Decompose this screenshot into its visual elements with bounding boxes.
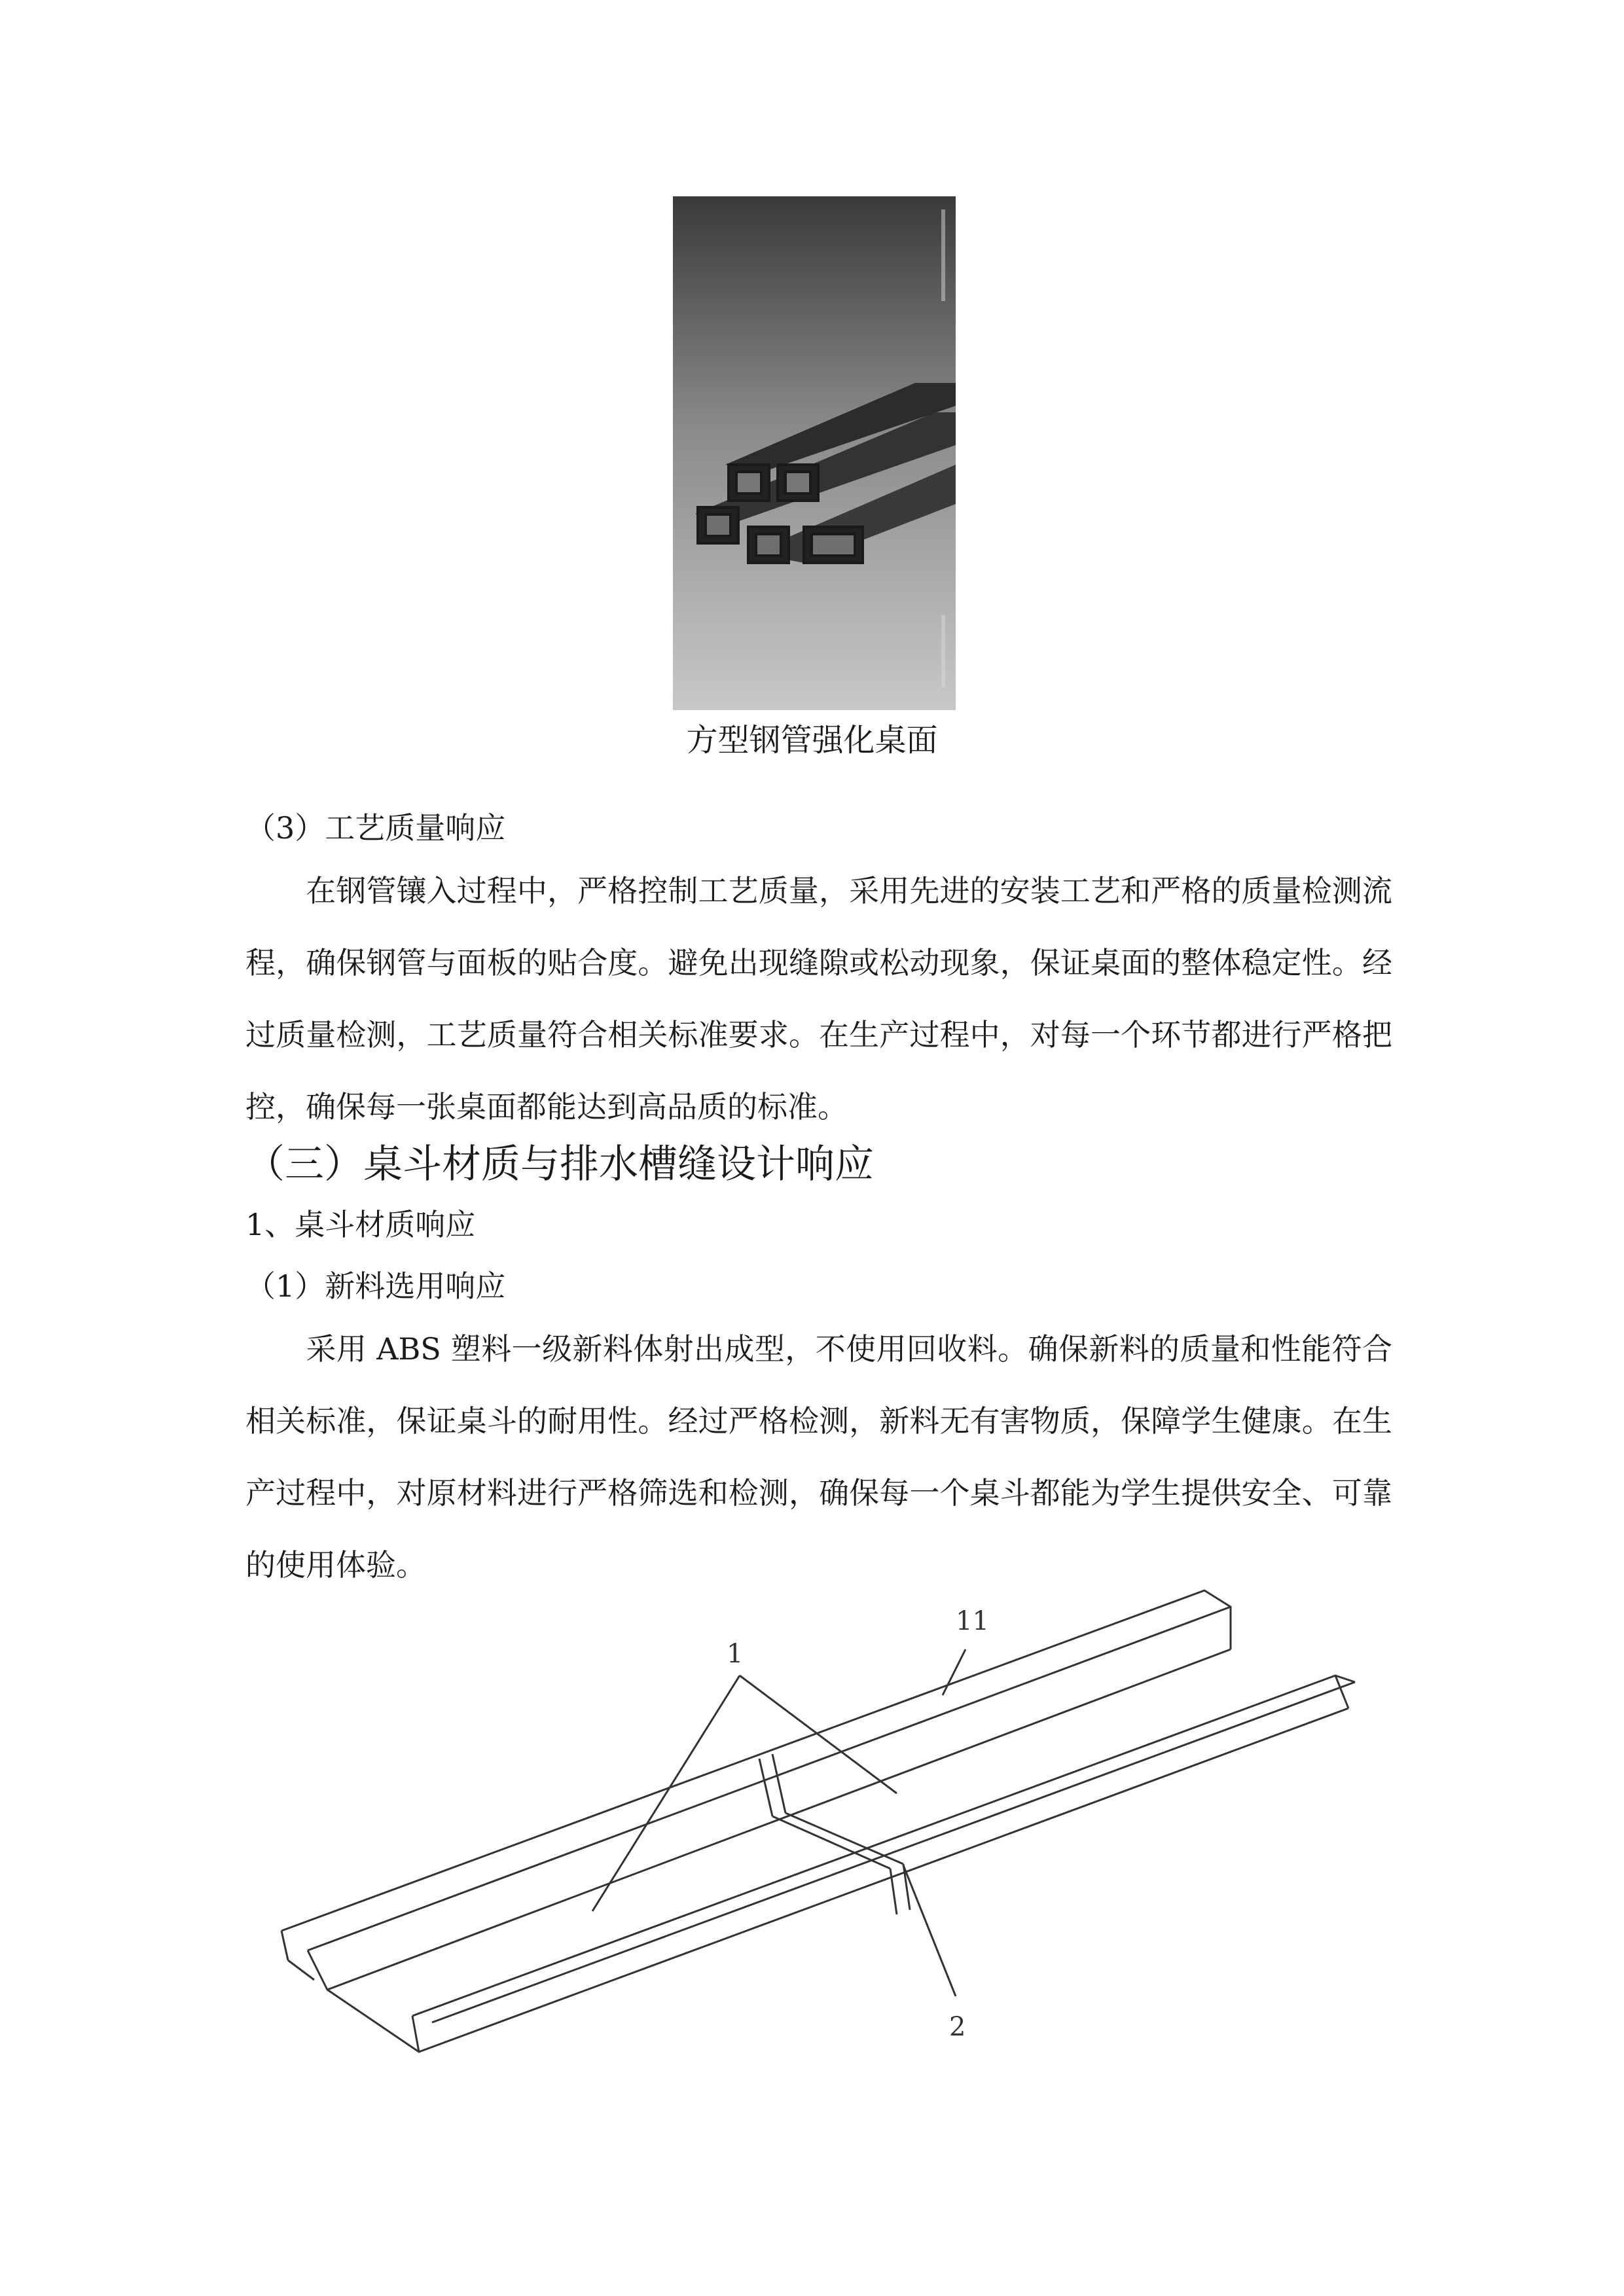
label-1: 1 <box>727 1639 744 1669</box>
figure1-caption: 方型钢管强化桌面 <box>686 722 938 759</box>
steel-tube-photo <box>673 196 956 710</box>
label-11: 11 <box>956 1606 989 1636</box>
section-3-paragraph-text: 在钢管镶入过程中，严格控制工艺质量，采用先进的安装工艺和严格的质量检测流程，确保钢管与面板的贴合度。避免出现缝隙或松动现象，保证桌面的整体稳定性。经过质量检测，工艺质量符合相关标准要求。在生产过程中，对每一个环节都进行严格把控，确保每一张桌面都能达到高品质的标准。 <box>245 873 1392 1124</box>
subheading-1-1: （1）新料选用响应 <box>245 1268 506 1304</box>
subheading-1-1-paragraph-text: 采用 ABS 塑料一级新料体射出成型，不使用回收料。确保新料的质量和性能符合相关标准，保证桌斗的耐用性。经过严格检测，新料无有害物质，保障学生健康。在生产过程中，对原材料进行严格筛选和检测，确保每一个桌斗都能为学生提供安全、可靠的使用体验。 <box>245 1331 1392 1583</box>
section-3-title: （3）工艺质量响应 <box>245 810 506 846</box>
heading-three: （三）桌斗材质与排水槽缝设计响应 <box>245 1141 874 1187</box>
subheading-1-1-paragraph <box>245 1313 1392 1601</box>
section-3-paragraph <box>245 855 1392 1143</box>
subheading-1: 1、桌斗材质响应 <box>245 1207 476 1242</box>
label-2: 2 <box>949 2012 966 2042</box>
drain-channel-drawing <box>275 1571 1375 2068</box>
